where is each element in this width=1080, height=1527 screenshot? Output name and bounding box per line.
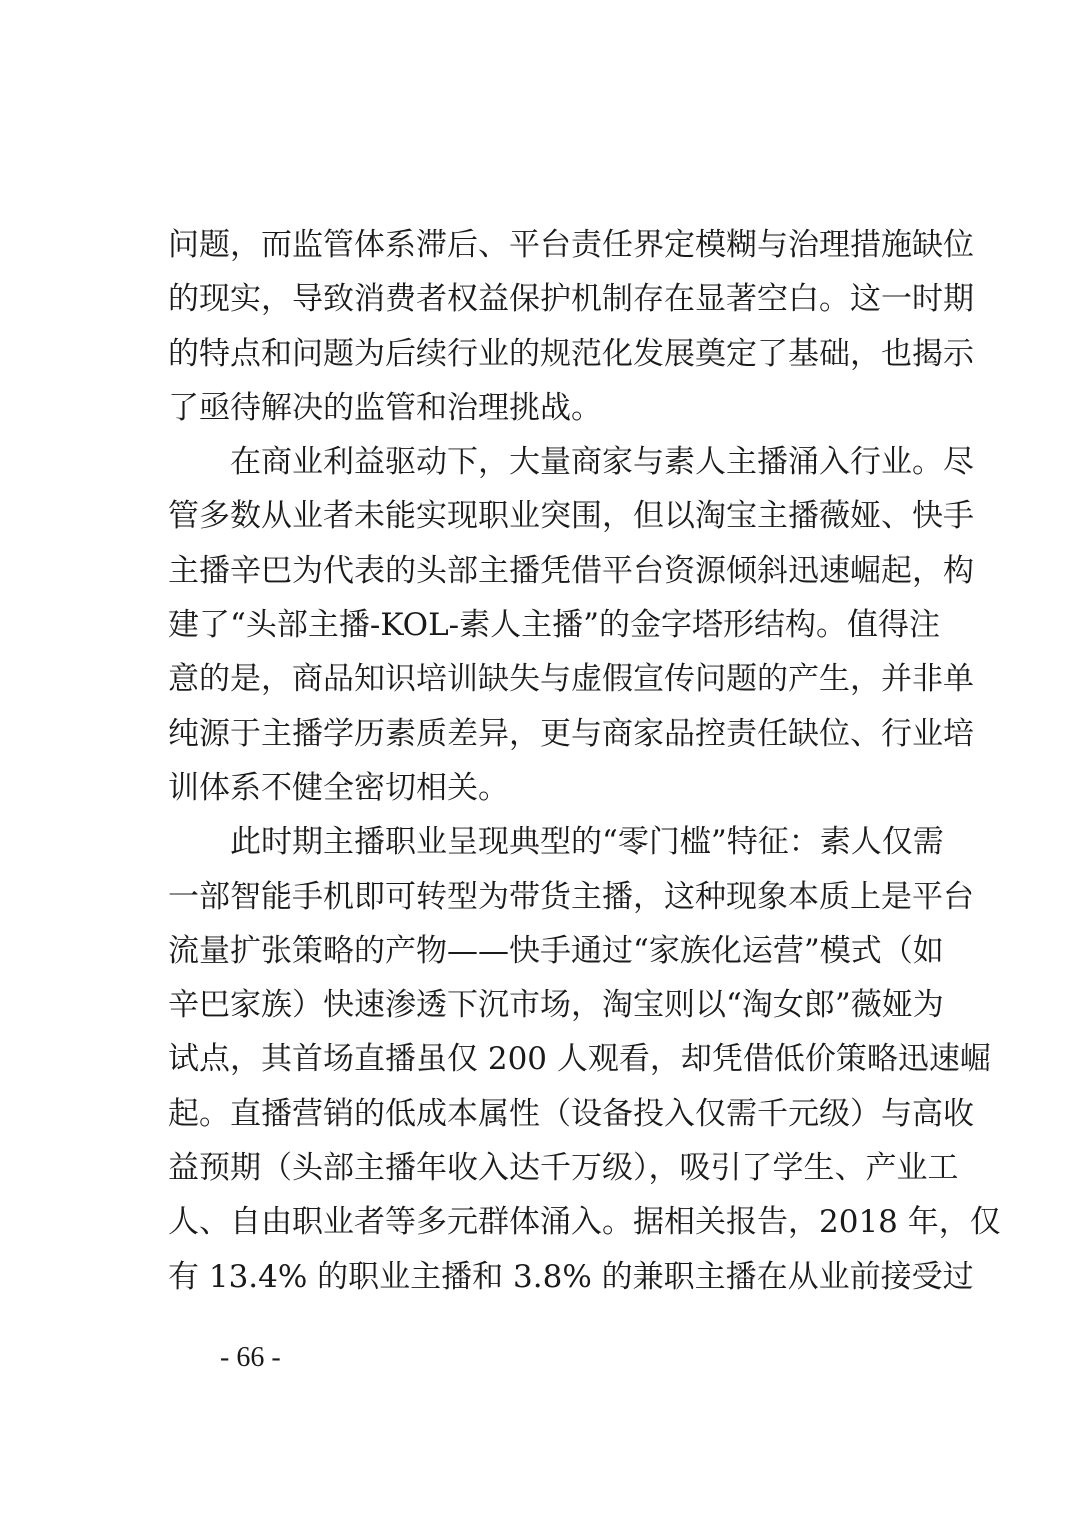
text-line: 有 13.4% 的职业主播和 3.8% 的兼职主播在从业前接受过 [168,1258,974,1295]
text-line: 流量扩张策略的产物——快手通过“家族化运营”模式（如 [168,932,944,969]
page-number: - 66 - [220,1342,281,1373]
text-line: 意的是，商品知识培训缺失与虚假宣传问题的产生，并非单 [168,661,974,698]
text-line: 问题，而监管体系滞后、平台责任界定模糊与治理措施缺位 [168,227,974,263]
text-line: 益预期（头部主播年收入达千万级），吸引了学生、产业工 [168,1150,959,1187]
text-line: 的特点和问题为后续行业的规范化发展奠定了基础，也揭示 [168,335,974,372]
text-line: 此时期主播职业呈现典型的“零门槛”特征：素人仅需 [230,824,944,861]
text-line: 在商业利益驱动下，大量商家与素人主播涌入行业。尽 [230,444,974,481]
text-line: 辛巴家族）快速渗透下沉市场，淘宝则以“淘女郎”薇娅为 [168,987,944,1024]
paragraph-3 [168,815,1001,1304]
body-text [168,218,1001,1304]
text-line: 训体系不健全密切相关。 [168,769,509,806]
text-line: 一部智能手机即可转型为带货主播，这种现象本质上是平台 [168,878,974,915]
text-line: 了亟待解决的监管和治理挑战。 [168,389,602,426]
text-line: 建了“头部主播-KOL-素人主播”的金字塔形结构。值得注 [168,607,940,644]
paragraph-2 [168,435,974,815]
text-line: 管多数从业者未能实现职业突围，但以淘宝主播薇娅、快手 [168,498,974,535]
text-line: 纯源于主播学历素质差异，更与商家品控责任缺位、行业培 [168,715,974,752]
text-line: 人、自由职业者等多元群体涌入。据相关报告，2018 年，仅 [168,1204,1001,1241]
text-line: 试点，其首场直播虽仅 200 人观看，却凭借低价策略迅速崛 [168,1041,991,1078]
text-line: 起。直播营销的低成本属性（设备投入仅需千元级）与高收 [168,1095,974,1132]
text-line: 的现实，导致消费者权益保护机制存在显著空白。这一时期 [168,281,974,318]
paragraph-1 [168,218,974,435]
text-line: 主播辛巴为代表的头部主播凭借平台资源倾斜迅速崛起，构 [168,552,974,589]
